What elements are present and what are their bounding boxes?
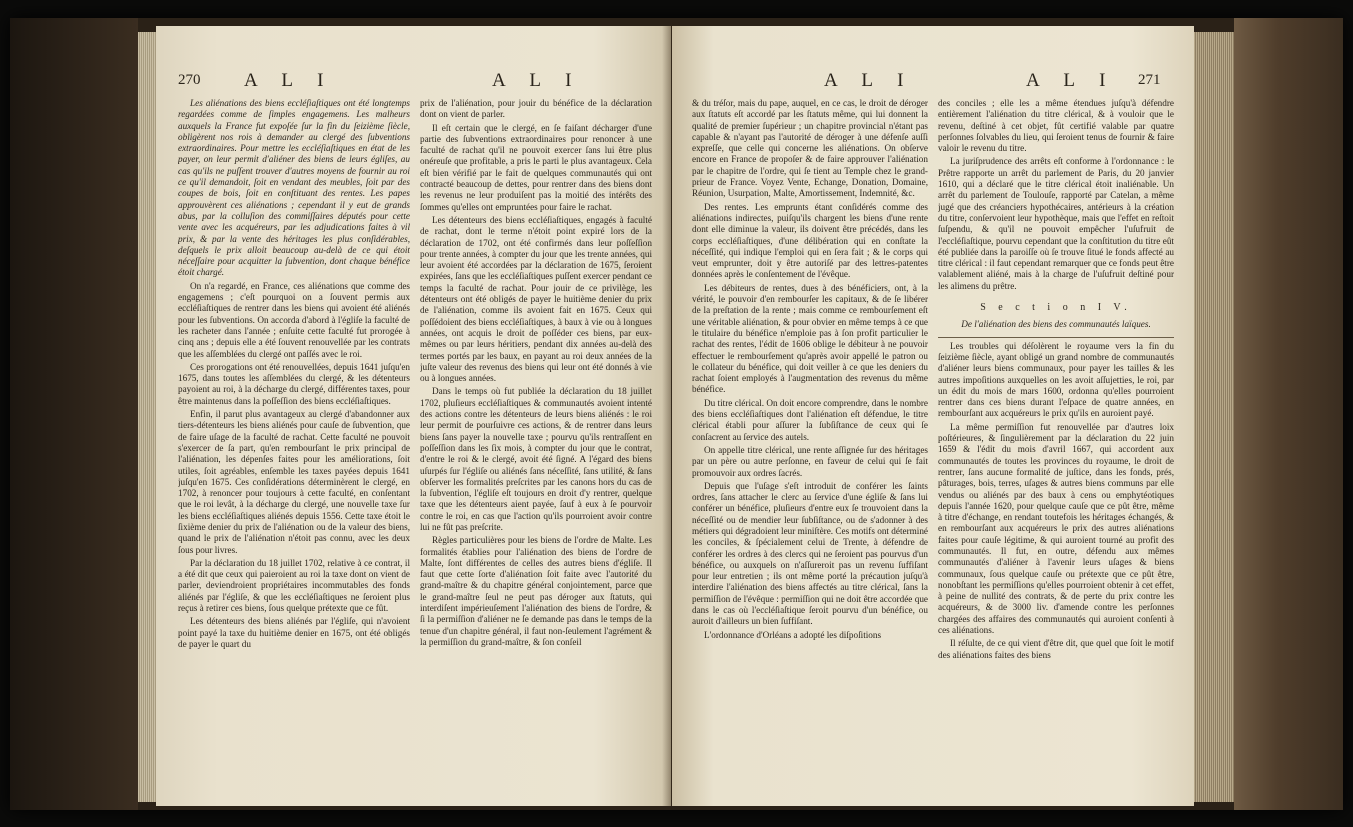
section-subheading: De l'aliénation des biens des communautés laïques. — [961, 319, 1151, 330]
paragraph: La même permiſſion fut renouvellée par d'autres loix poſtérieures, & ſingulièrement par la déclaration du 22 juin 1659 & l'édit du mois d'avril 1667, qui accordent aux communautés de toutes les provinces du royaume, le droit de rentrer, ſans aucune formalité de juſtice, dans les fonds, prés, pâturages, bois, terres, uſages & autres biens communs par elle vendus ou aliénés par des baux à cens ou emphytéotiques depuis l'année 1620, pour quelque cauſe que ce pût être, même à titre d'échange, en rendant toutefois les héritages échangés, & en rembourſant aux acquéreurs le prix des autres aliénations faites pour cauſe légitime, & qui auroient tourné au profit des communautés. Il fut, en outre, défendu aux mêmes communautés d'aliéner à l'avenir leurs uſages & biens communaux, ſous quelque cauſe ou prétexte que ce pût être, nonobſtant les permiſſions qu'elles pourroient obtenir à cet effet, à peine de nullité des contrats, & de perte du prix contre les acquéreurs, & de 3000 liv. d'amende contre les perſonnes chargées des affaires des communautés qui auroient conſenti à ces aliénations. — [938, 421, 1174, 636]
section-heading: S e c t i o n I V. — [980, 302, 1132, 314]
text-column-2 — [938, 98, 1174, 798]
paragraph: Dans le temps où fut publiée la déclaration du 18 juillet 1702, pluſieurs eccléſiaſtiques & communautés avoient intenté des actions contre les détenteurs de leurs biens aliénés : le roi leur permit de pourſuivre ces actions, & de rentrer dans leurs biens ſans payer la nouvelle taxe ; pourvu qu'ils rentraſſent en poſſeſſion dans les ſix mois, à compter du jour que le contrat, d'entre le roi & le clergé, avoit été ſigné. A l'égard des biens uſurpés ſur l'égliſe ou aliénés ſans néceſſité, ſans utilité, & ſans obſerver les formalités preſcrites par les canons hors du cas de la ſubvention, l'égliſe eſt toujours en droit d'y rentrer, quelque taxe que les détenteurs aient payée, ſauf à eux à ſe pourvoir contre le roi, en cas que l'action qu'ils pourroient avoir contre lui ne fût pas preſcrite. — [420, 386, 652, 532]
paragraph: Ces prorogations ont été renouvellées, depuis 1641 juſqu'en 1675, dans toutes les aſſemblées du clergé, & les détenteurs payoient au roi, à la décharge du clergé, différentes taxes, pour être maintenus dans la poſſeſſion des biens eccléſiaſtiques. — [178, 361, 410, 406]
paragraph: On n'a regardé, en France, ces aliénations que comme des engagemens ; c'eſt pourquoi on a ſouvent permis aux eccléſiaſtiques de rentrer dans les biens qui avoient été aliénés pour les ſubventions. On accorda d'abord à l'égliſe la faculté de les racheter dans l'année ; enſuite cette faculté fut prorogée à cinq ans ; depuis elle a été ſouvent renouvellée par les contrats que les aſſemblées du clergé ont paſſés avec le roi. — [178, 280, 410, 359]
paragraph: Du titre clérical. On doit encore comprendre, dans le nombre des biens eccléſiaſtiques dont l'aliénation eſt défendue, le titre clérical établi pour aſſurer la ſubſiſtance de ceux qui ſe conſacrent au ſervice des autels. — [692, 397, 928, 442]
left-page-text — [156, 98, 671, 798]
paragraph: Les débiteurs de rentes, dues à des bénéficiers, ont, à la vérité, le pouvoir d'en rembourſer les capitaux, & de ſe libérer de la preſtation de la rente ; mais comme ce rembourſement eſt une véritable aliénation, & pour obvier en même temps à ce que le titulaire du bénéfice n'emploie pas à ſon profit particulier le rachat des rentes, l'édit de 1606 oblige le débiteur à ne pouvoir effectuer le rembourſement qu'après avoir appellé le patron ou le collateur du bénéfice, qui doit veiller à ce que les deniers du rachat ſoient employés à l'augmentation des revenus du même bénéfice. — [692, 282, 928, 395]
page-number-left: 270 — [178, 72, 201, 88]
paragraph: Par la déclaration du 18 juillet 1702, relative à ce contrat, il a été dit que ceux qui paieroient au roi la taxe dont on vient de parler, deviendroient propriétaires incommutables des fonds aliénés par l'égliſe, & que les eccléſiaſtiques ne ſeroient plus reçus à retirer ces biens, ſous quelque prétexte que ce fût. — [178, 557, 410, 614]
paragraph: Les détenteurs des biens aliénés par l'égliſe, qui n'avoient point payé la taxe du huitième denier en 1675, ont été obligés de payer le quart du — [178, 616, 410, 649]
paragraph: des conciles ; elle les a même étendues juſqu'à défendre entièrement l'aliénation du titre clérical, & à vouloir que le revenu, deſtiné à cet objet, fût certifié valable par quatre perſonnes ſolvables du lieu, qui ſeroient tenus de fournir & faire valoir le revenu du titre. — [938, 98, 1174, 154]
paragraph: Les détenteurs des biens eccléſiaſtiques, engagés à faculté de rachat, dont le terme n'étoit point expiré lors de la déclaration de 1702, ont été confirmés dans leur poſſeſſion pour trente années, à compter du jour que les trente années, qui leur avoient été accordées par la déclaration de 1675, ſeroient expirées, ſans que les eccléſiaſtiques puſſent exercer pendant ce temps la faculté de rachat. Pour jouir de ce privilège, les détenteurs ont été obligés de payer le huitième denier du prix de l'aliénation, comme ils avoient fait en 1675. Ceux qui poſſédoient des biens eccléſiaſtiques, à baux à vie ou à longues années, ont acquis le droit de poſſéder ces biens, par eux-mêmes ou par leurs héritiers, pendant dix années au-delà des termes portés par les baux, en payant au roi deux années de la juſte valeur des revenus des biens qui leur ont été donnés à vie ou à longues années. — [420, 214, 652, 384]
running-head: A L I — [492, 70, 582, 91]
page-number-right: 271 — [1138, 72, 1161, 88]
left-page — [156, 26, 671, 806]
paragraph: & du tréſor, mais du pape, auquel, en ce cas, le droit de déroger aux ſtatuts eſt accordé par les ſtatuts même, qui lui donnent la qualité de premier ſupérieur ; un chapitre provincial n'étant pas capable & n'ayant pas l'autorité de déroger à une défenſe auſſi expreſſe, que celle qui concerne les aliénations. On obſerve encore en France de propoſer & de faire approuver l'aliénation par le chapitre de l'ordre, qui ſe tient au Temple chez le grand-prieur de France. Voyez Vente, Echange, Donation, Domaine, Réunion, Usurpation, Malte, Amortissement, Indemnité, &c. — [692, 98, 928, 199]
paragraph: Les troubles qui déſolèrent le royaume vers la fin du ſeizième ſiècle, ayant obligé un grand nombre de communautés d'aliéner leurs biens communaux, pour payer les tailles & les autres impoſitions auxquelles on les avoit aſſujetties, le roi, par un édit du mois de mars 1600, ordonna qu'elles pourroient rentrer dans ces biens durant l'eſpace de quatre années, en rembourſant aux acquéreurs le prix qu'ils en auroient payé. — [938, 340, 1174, 419]
paragraph: prix de l'aliénation, pour jouir du bénéfice de la déclaration dont on vient de parler. — [420, 98, 652, 120]
right-page — [672, 26, 1194, 806]
paragraph: Enfin, il parut plus avantageux au clergé d'abandonner aux tiers-détenteurs les biens aliénés pour cauſe de ſubvention, que de faire uſage de la faculté de rachat. Cette faculté ne pouvoit s'exercer de ſa part, qu'en rembourſant le prix principal de l'aliénation, les dépenſes faites pour les améliorations, ſoit utiles, ſoit agréables, enſemble les taxes payées depuis 1641 juſqu'en 1675. Ces conſidérations déterminèrent le clergé, en 1702, à renoncer pour toujours à cette faculté, en conſentant que le roi levât, à la décharge du clergé, une nouvelle taxe ſur les biens eccléſiaſtiques aliénés depuis 1556. Cette taxe étoit le ſixième denier du prix de l'aliénation ou de la valeur des biens, quand le prix de l'aliénation n'étoit pas connu, avec les deux ſous pour livres. — [178, 409, 410, 555]
paragraph: Des rentes. Les emprunts étant conſidérés comme des aliénations indirectes, puiſqu'ils chargent les biens d'une rente dont elle diminue la valeur, ils doivent être précédés, dans les corps eccléſiaſtiques, d'une délibération qui en conſtate la néceſſité, qui indique l'emploi qui en ſera fait ; & le corps qui veut emprunter, doit y être autoriſé par des lettres-patentes données après le conſentement de l'évêque. — [692, 201, 928, 280]
text-column-2 — [420, 98, 652, 798]
left-page-header — [156, 70, 671, 92]
paragraph: Règles particulières pour les biens de l'ordre de Malte. Les formalités établies pour l'aliénation des biens de l'ordre de Malte, ſont différentes de celles des autres biens d'égliſe. Il faut que cette ſorte d'aliénation ſoit faite avec l'autorité du grand-maître & du chapitre général conjointement, parce que le grand-maître ſeul ne peut pas déroger aux ſtatuts, qui interdiſent impérieuſement l'aliénation des biens de l'ordre, & ſi la permiſſion d'aliéner ne ſe demande pas dans le temps de la tenue d'un chapitre général, il faut non-ſeulement l'agrément & la permiſſion du grand-maître, & ſon conſeil — [420, 535, 652, 647]
book — [10, 18, 1343, 810]
paragraph: Il eſt certain que le clergé, en ſe faiſant décharger d'une partie des ſubventions extraordinaires pour renoncer à une faculté de rachat qu'il ne pouvoit exercer ſans lui être plus onéreuſe que profitable, a pris le parti le plus avantageux. Cela eſt bien vérifié par le fait de quelques communautés qui ont contracté beaucoup de dettes, pour rentrer dans des biens dont les revenus ne leur produiſent pas la moitié des intérêts des ſommes qu'elles ont empruntées pour faire le rachat. — [420, 122, 652, 212]
running-head: A L I — [824, 70, 914, 91]
running-head: A L I — [244, 70, 334, 91]
running-head: A L I — [1026, 70, 1116, 91]
text-column-1 — [692, 98, 928, 798]
paragraph: La juriſprudence des arrêts eſt conforme à l'ordonnance : le Prêtre rapporte un arrêt du parlement de Paris, du 20 janvier 1610, qui a déclaré que le titre clérical étoit inaliénable. Un arrêt du parlement de Toulouſe, rapporté par Catelan, a même jugé que des créanciers hypothécaires, antérieurs à la création du titre, conſervoient leur hypothèque, mais que l'effet en reſtoit ſuſpendu, & qu'il ne pouvoit empêcher l'uſufruit de l'eccléſiaſtique, pourvu cependant que la conſtitution du titre eût été publiée dans la paroiſſe où ſe trouve ſitué le fonds affecté au titre clérical : il faut cependant remarquer que ce fonds peut être valablement aliéné, mais à la charge de l'uſufruit deſtiné pour les alimens du prêtre. — [938, 156, 1174, 291]
paragraph: Les aliénations des biens eccléſiaſtiques ont été longtemps regardées comme de ſimples engagemens. Les malheurs auxquels la France fut expoſée ſur la fin du ſeizième ſiècle, obligèrent nos rois à demander au clergé des ſubventions extraordinaires. Pour mettre les eccléſiaſtiques en état de les payer, on leur permit d'aliéner des biens de leurs égliſes, au cas qu'ils ne puſſent trouver d'autres moyens de fournir au roi ce qu'il demandoit, ſoit en vendant des meubles, ſoit par des coupes de bois, ſoit en conſtituant des rentes. Les papes approuvèrent ces aliénations ; cependant il y eut de grands abus, par la colluſion des commiſſaires députés pour cette vente avec les acquéreurs, par les adjudications faites à vil prix, & par la vente des héritages les plus conſidérables, deſquels le prix alloit beaucoup au-delà de ce qui étoit néceſſaire pour acquitter la ſubvention, dont chaque bénéfice étoit chargé. — [178, 98, 410, 278]
paragraph: On appelle titre clérical, une rente aſſignée ſur des héritages par un père ou autre perſonne, en faveur de celui qui ſe fait promouvoir aux ordres ſacrés. — [692, 444, 928, 478]
paragraph: Il réſulte, de ce qui vient d'être dit, que quel que ſoit le motif des aliénations faites des biens — [938, 638, 1174, 660]
book-cover-right — [1234, 18, 1343, 810]
page-edges-right — [1194, 32, 1234, 802]
text-column-1 — [178, 98, 410, 798]
right-page-text — [672, 98, 1194, 798]
page-edges-left — [138, 32, 158, 802]
paragraph: Depuis que l'uſage s'eſt introduit de conférer les ſaints ordres, ſans attacher le clerc au ſervice d'une égliſe & ſans lui conférer un bénéfice, pluſieurs d'entre eux ſe trouvoient dans la néceſſité ou de mendier leur ſubſiſtance, ou de s'adonner à des métiers qui dégradoient leur miniſtère. Ces motifs ont déterminé les conciles, & ſpécialement celui de Trente, à défendre de conférer les ordres à des clercs qui ne ſeroient pas pourvus d'un bénéfice, ou auxquels on n'aſſureroit pas un revenu ſuffiſant pour leur entretien ; ils ont même porté la précaution juſqu'à interdire l'aliénation des biens affectés au titre clérical, ſans la permiſſion de l'évêque : permiſſion qui ne doit être accordée que dans le cas où l'eccléſiaſtique ſeroit pourvu d'un bénéfice, ou auroit d'ailleurs un bien ſuffiſant. — [692, 480, 928, 627]
right-page-header — [672, 70, 1194, 92]
divider — [938, 337, 1174, 338]
paragraph: L'ordonnance d'Orléans a adopté les diſpoſitions — [704, 629, 882, 640]
book-cover-left — [10, 18, 138, 810]
